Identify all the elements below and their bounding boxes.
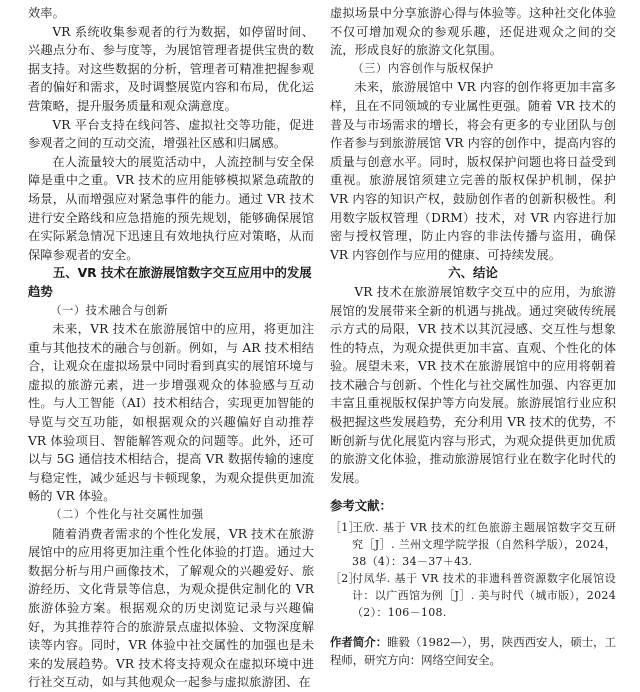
paragraph-content-copyright: 未来，旅游展馆中 VR 内容的创作将更加丰富多样，且在不同领域的专业属性更强。随着 VR 技术的普及与市场需求的增长，将会有更多的专业团队与创作者参与到旅游展馆 VR 内容的创作中，提高内容的质量与创意水平。同时，版权保护问题也将日益受到重视。旅游展馆须建立完善的版权保护机制，保护 VR 内容的知识产权，鼓励创作者的创新积极性。利用数字版权管理（DRM）技术，对 VR 内容进行加密与授权管理，防止内容的非法传播与盗用，确保 VR 内容创作与应用的健康、可持续发展。 (330, 80, 616, 262)
reference-text: 王欣. 基于 VR 技术的红色旅游主题展馆数字交互研究［J］. 兰州文理学院学报（自然科学版），2024，38（4）：34－37＋43. (352, 521, 616, 569)
reference-item (330, 519, 616, 570)
paragraph-crowd-safety: 在人流量较大的展览活动中，人流控制与安全保障是重中之重。VR 技术的应用能够模拟紧急疏散的场景，从而增强应对紧急事件的能力。通过 VR 技术进行安全路线和应急措施的预先规划，能够确保展馆在实际紧急情况下迅速且有效地执行应对策略，从而保障参观者的安全。 (28, 154, 314, 262)
paragraph-behavior-data: VR 系统收集参观者的行为数据，如停留时间、兴趣点分布、参与度等，为展馆管理者提供宝贵的数据支持。对这些数据的分析，管理者可精准把握参观者的偏好和需求，及时调整展览内容和布局，优化运营策略，提升服务质量和观众满意度。 (28, 24, 314, 113)
references-title: 参考文献： (330, 498, 392, 514)
paragraph-tech-fusion: 未来，VR 技术在旅游展馆中的应用，将更加注重与其他技术的融合与创新。例如，与 AR 技术相结合，让观众在虚拟场景中同时看到真实的展馆环境与虚拟的旅游元素，进一步增强观众的体验感与互动性。与人工智能（AI）技术相结合，实现更加智能的导览与交互功能，如根据观众的兴趣偏好自动推荐 VR 体验项目、智能解答观众的问题等。此外，还可以与 5G 通信技术相结合，提高 VR 数据传输的速度与稳定性，减少延迟与卡顿现象，为观众提供更加流畅的 VR 体验。 (28, 322, 314, 504)
paragraph-vr-social: VR 平台支持在线问答、虚拟社交等功能，促进参观者之间的互动交流，增强社区感和归属感。 (28, 117, 314, 151)
paragraph-personalization: 随着消费者需求的个性化发展，VR 技术在旅游展馆中的应用将更加注重个性化体验的打造。通过大数据分析与用户画像技术，了解观众的兴趣爱好、旅游经历、文化背景等信息，为观众提供定制化的 VR 旅游体验方案。根据观众的历史浏览记录与兴趣偏好，为其推荐符合的旅游景点虚拟体验、文物深度解读等内容。同时，VR 体验中社交属性的加强也是未来的发展趋势。VR 技术将支持观众在虚拟环境中进行社交互动，如与其他观众一起参与虚拟旅游团、在 (28, 526, 314, 690)
paragraph-social-experience: 虚拟场景中分享旅游心得与体验等。这种社交化体验不仅可增加观众的参观乐趣，还促进观众之间的交流，形成良好的旅游文化氛围。 (330, 6, 616, 58)
reference-item (330, 570, 616, 621)
subheading-tech-fusion: （一）技术融合与创新 (50, 303, 169, 317)
paragraph-efficiency: 效率。 (28, 6, 65, 20)
subheading-personalization: （二）个性化与社交属性加强 (50, 508, 204, 522)
right-column (330, 4, 616, 669)
reference-number: ［1］ (330, 521, 360, 535)
author-bio (330, 633, 616, 669)
paragraph-conclusion: VR 技术在旅游展馆数字交互中的应用，为旅游展馆的发展带来全新的机遇与挑战。通过突破传统展示方式的局限，VR 技术以其沉浸感、交互性与想象性的特点，为观众提供更加丰富、直观、个性化的体验。展望未来，VR 技术在旅游展馆中的应用将朝着技术融合与创新、个性化与社交属性加强、内容更加丰富且重视版权保护等方向发展。旅游展馆行业应积极把握这些发展趋势，充分利用 VR 技术的优势，不断创新与优化展览内容与形式，为观众提供更加优质的旅游文化体验，推动旅游展馆行业在数字化时代的发展。 (330, 284, 616, 485)
subheading-content-copyright: （三）内容创作与版权保护 (352, 61, 494, 75)
reference-text: 付凤华. 基于 VR 技术的非遗科普资源数字化展馆设计：以广西馆为例［J］. 美与时代（城市版），2024（2）：106－108. (352, 572, 616, 620)
reference-number: ［2］ (330, 572, 360, 586)
section-heading-trends: 五、VR 技术在旅游展馆数字交互应用中的发展趋势 (28, 265, 312, 299)
author-bio-text: 睢毅（1982—），男，陕西西安人，硕士，工程师，研究方向：网络空间安全。 (330, 635, 616, 668)
left-column (28, 4, 314, 692)
author-bio-label: 作者简介： (330, 635, 388, 650)
section-heading-conclusion: 六、结论 (448, 265, 498, 281)
